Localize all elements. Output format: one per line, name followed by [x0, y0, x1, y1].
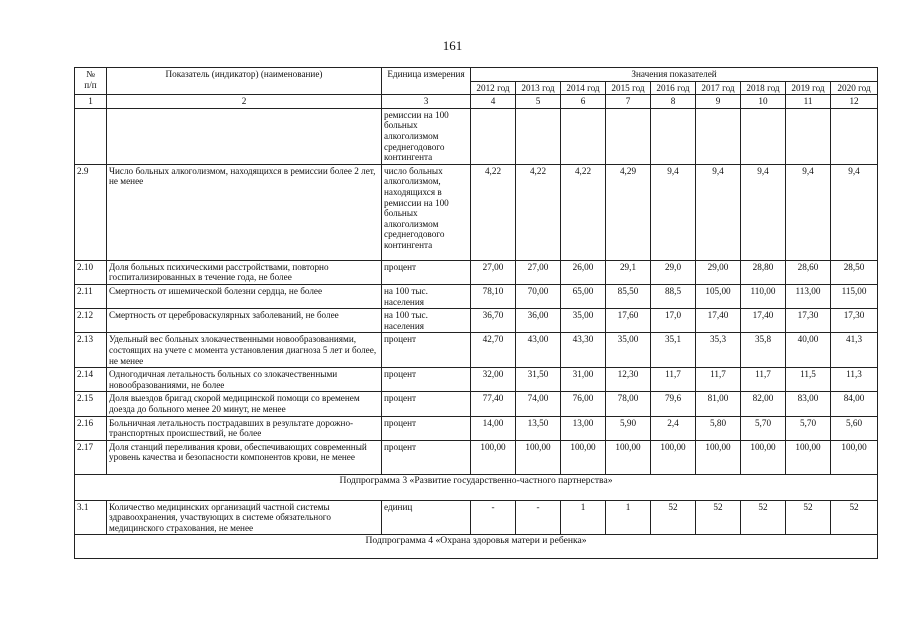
value-cell: [516, 108, 561, 164]
value-cell: 28,60: [786, 260, 831, 284]
table-row: [75, 284, 878, 308]
row-number: 3.1: [75, 500, 107, 535]
value-cell: 100,00: [516, 440, 561, 474]
indicator-name: Больничная летальность пострадавших в результате дорожно-транспортных происшествий, не более: [107, 416, 382, 440]
unit-cell: процент: [382, 260, 471, 284]
value-cell: 29,0: [651, 260, 696, 284]
header-col-number: 6: [561, 95, 606, 109]
row-number: 2.17: [75, 440, 107, 474]
value-cell: 85,50: [606, 284, 651, 308]
header-col-number: 1: [75, 95, 107, 109]
header-col-number: 5: [516, 95, 561, 109]
value-cell: 105,00: [696, 284, 741, 308]
value-cell: 2,4: [651, 416, 696, 440]
subprogram-title: Подпрограмма 3 «Развитие государственно-частного партнерства»: [75, 474, 878, 500]
value-cell: 36,00: [516, 309, 561, 333]
indicator-name: Одногодичная летальность больных со злокачественными новообразованиями, не более: [107, 368, 382, 392]
value-cell: 100,00: [651, 440, 696, 474]
unit-cell: процент: [382, 392, 471, 416]
value-cell: [786, 108, 831, 164]
row-number: 2.9: [75, 164, 107, 260]
value-cell: 35,1: [651, 333, 696, 368]
value-cell: 17,40: [696, 309, 741, 333]
value-cell: 29,1: [606, 260, 651, 284]
value-cell: 32,00: [471, 368, 516, 392]
row-number: 2.11: [75, 284, 107, 308]
header-col-number: 7: [606, 95, 651, 109]
unit-cell: на 100 тыс. населения: [382, 284, 471, 308]
unit-cell: процент: [382, 416, 471, 440]
value-cell: 1: [561, 500, 606, 535]
value-cell: 41,3: [831, 333, 878, 368]
value-cell: 17,30: [786, 309, 831, 333]
indicator-name: Удельный вес больных злокачественными новообразованиями, состоящих на учете с момента установления диагноза 5 лет и более, не менее: [107, 333, 382, 368]
value-cell: 52: [696, 500, 741, 535]
value-cell: 11,5: [786, 368, 831, 392]
indicator-name: Доля больных психическими расстройствами, повторно госпитализированных в течение года, не более: [107, 260, 382, 284]
header-col-number: 8: [651, 95, 696, 109]
value-cell: 43,00: [516, 333, 561, 368]
value-cell: [741, 108, 786, 164]
value-cell: 13,50: [516, 416, 561, 440]
value-cell: 115,00: [831, 284, 878, 308]
header-row-col-numbers: [75, 95, 878, 109]
value-cell: 4,22: [561, 164, 606, 260]
value-cell: 52: [741, 500, 786, 535]
value-cell: 17,60: [606, 309, 651, 333]
table-row: [75, 392, 878, 416]
row-number: 2.13: [75, 333, 107, 368]
value-cell: 52: [651, 500, 696, 535]
value-cell: -: [516, 500, 561, 535]
value-cell: 5,70: [741, 416, 786, 440]
value-cell: [831, 108, 878, 164]
value-cell: [561, 108, 606, 164]
value-cell: 88,5: [651, 284, 696, 308]
row-number: 2.12: [75, 309, 107, 333]
value-cell: 100,00: [696, 440, 741, 474]
value-cell: [696, 108, 741, 164]
value-cell: 78,00: [606, 392, 651, 416]
header-year: 2015 год: [606, 81, 651, 95]
header-col-number: 12: [831, 95, 878, 109]
value-cell: 1: [606, 500, 651, 535]
value-cell: 76,00: [561, 392, 606, 416]
value-cell: 31,50: [516, 368, 561, 392]
unit-cell: ремиссии на 100 больных алкоголизмом среднегодового контингента: [382, 108, 471, 164]
header-year: 2019 год: [786, 81, 831, 95]
value-cell: 4,29: [606, 164, 651, 260]
header-year: 2012 год: [471, 81, 516, 95]
value-cell: 9,4: [696, 164, 741, 260]
value-cell: 52: [786, 500, 831, 535]
value-cell: -: [471, 500, 516, 535]
subprogram-title: Подпрограмма 4 «Охрана здоровья матери и ребенка»: [75, 535, 878, 559]
value-cell: 110,00: [741, 284, 786, 308]
value-cell: 52: [831, 500, 878, 535]
value-cell: 26,00: [561, 260, 606, 284]
value-cell: 113,00: [786, 284, 831, 308]
header-col-number: 10: [741, 95, 786, 109]
page-number: 161: [442, 38, 463, 53]
indicator-name: Доля выездов бригад скорой медицинской помощи со временем доезда до больного менее 20 минут, не менее: [107, 392, 382, 416]
indicators-table: [74, 67, 878, 559]
indicator-name: [107, 108, 382, 164]
value-cell: 28,80: [741, 260, 786, 284]
header-col-number: 3: [382, 95, 471, 109]
table-row: [75, 164, 878, 260]
value-cell: [471, 108, 516, 164]
value-cell: 12,30: [606, 368, 651, 392]
value-cell: 40,00: [786, 333, 831, 368]
value-cell: 5,70: [786, 416, 831, 440]
value-cell: [651, 108, 696, 164]
value-cell: 27,00: [471, 260, 516, 284]
value-cell: 4,22: [471, 164, 516, 260]
value-cell: 70,00: [516, 284, 561, 308]
header-num: № п/п: [75, 68, 107, 95]
value-cell: 77,40: [471, 392, 516, 416]
value-cell: 36,70: [471, 309, 516, 333]
indicator-name: Смертность от ишемической болезни сердца, не более: [107, 284, 382, 308]
table-row: [75, 440, 878, 474]
unit-cell: число больных алкоголизмом, находящихся в ремиссии на 100 больных алкоголизмом среднегодового контингента: [382, 164, 471, 260]
value-cell: 9,4: [741, 164, 786, 260]
indicator-name: Смертность от цереброваскулярных заболеваний, не более: [107, 309, 382, 333]
value-cell: 11,7: [696, 368, 741, 392]
unit-cell: процент: [382, 368, 471, 392]
value-cell: 84,00: [831, 392, 878, 416]
header-col-number: 2: [107, 95, 382, 109]
value-cell: 29,00: [696, 260, 741, 284]
value-cell: 65,00: [561, 284, 606, 308]
unit-cell: процент: [382, 333, 471, 368]
table-row: [75, 500, 878, 535]
value-cell: 5,80: [696, 416, 741, 440]
value-cell: 79,6: [651, 392, 696, 416]
header-year: 2020 год: [831, 81, 878, 95]
table-row: [75, 260, 878, 284]
value-cell: 28,50: [831, 260, 878, 284]
value-cell: 82,00: [741, 392, 786, 416]
table-row: [75, 108, 878, 164]
header-year: 2016 год: [651, 81, 696, 95]
value-cell: 11,7: [741, 368, 786, 392]
header-values-group: Значения показателей: [471, 68, 878, 82]
value-cell: 42,70: [471, 333, 516, 368]
value-cell: 100,00: [831, 440, 878, 474]
value-cell: 78,10: [471, 284, 516, 308]
header-year: 2013 год: [516, 81, 561, 95]
value-cell: 100,00: [471, 440, 516, 474]
header-year: 2018 год: [741, 81, 786, 95]
value-cell: 35,00: [561, 309, 606, 333]
value-cell: 74,00: [516, 392, 561, 416]
subprogram-row: [75, 535, 878, 559]
value-cell: 35,00: [606, 333, 651, 368]
value-cell: 43,30: [561, 333, 606, 368]
unit-cell: процент: [382, 440, 471, 474]
table-row: [75, 368, 878, 392]
value-cell: 83,00: [786, 392, 831, 416]
table-row: [75, 416, 878, 440]
value-cell: 5,60: [831, 416, 878, 440]
row-number: 2.10: [75, 260, 107, 284]
indicator-name: Доля станций переливания крови, обеспечивающих современный уровень качества и безопасности компонентов крови, не менее: [107, 440, 382, 474]
row-number: 2.16: [75, 416, 107, 440]
header-unit: Единица измерения: [382, 68, 471, 95]
header-row-1: [75, 68, 878, 82]
value-cell: 17,0: [651, 309, 696, 333]
header-col-number: 11: [786, 95, 831, 109]
indicator-name: Число больных алкоголизмом, находящихся в ремиссии более 2 лет, не менее: [107, 164, 382, 260]
row-number: 2.15: [75, 392, 107, 416]
value-cell: 100,00: [606, 440, 651, 474]
table-row: [75, 333, 878, 368]
header-indicator: Показатель (индикатор) (наименование): [107, 68, 382, 95]
value-cell: 35,8: [741, 333, 786, 368]
row-number: [75, 108, 107, 164]
value-cell: 9,4: [786, 164, 831, 260]
row-number: 2.14: [75, 368, 107, 392]
value-cell: 17,40: [741, 309, 786, 333]
value-cell: 9,4: [831, 164, 878, 260]
value-cell: 9,4: [651, 164, 696, 260]
value-cell: 81,00: [696, 392, 741, 416]
value-cell: 5,90: [606, 416, 651, 440]
header-col-number: 9: [696, 95, 741, 109]
value-cell: 100,00: [741, 440, 786, 474]
header-year: 2017 год: [696, 81, 741, 95]
header-year: 2014 год: [561, 81, 606, 95]
value-cell: 31,00: [561, 368, 606, 392]
header-col-number: 4: [471, 95, 516, 109]
unit-cell: единиц: [382, 500, 471, 535]
value-cell: 13,00: [561, 416, 606, 440]
value-cell: 17,30: [831, 309, 878, 333]
value-cell: 27,00: [516, 260, 561, 284]
subprogram-row: [75, 474, 878, 500]
value-cell: 4,22: [516, 164, 561, 260]
value-cell: [606, 108, 651, 164]
value-cell: 11,7: [651, 368, 696, 392]
value-cell: 11,3: [831, 368, 878, 392]
value-cell: 35,3: [696, 333, 741, 368]
unit-cell: на 100 тыс. населения: [382, 309, 471, 333]
value-cell: 14,00: [471, 416, 516, 440]
value-cell: 100,00: [561, 440, 606, 474]
indicator-name: Количество медицинских организаций частной системы здравоохранения, участвующих в системе обязательного медицинского страхования, не менее: [107, 500, 382, 535]
value-cell: 100,00: [786, 440, 831, 474]
table-row: [75, 309, 878, 333]
